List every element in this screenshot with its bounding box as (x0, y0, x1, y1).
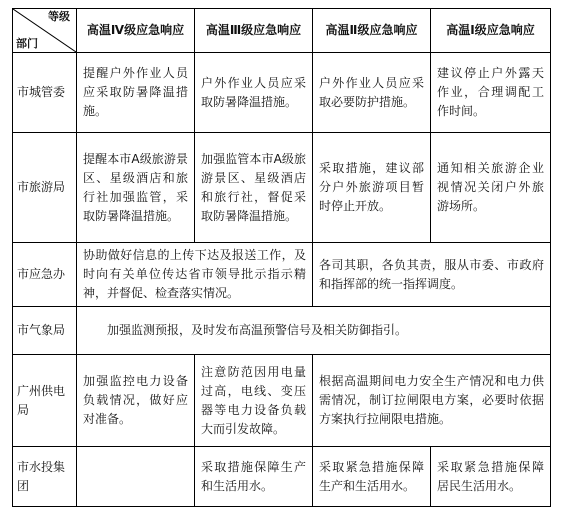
dept-cell: 市城管委 (13, 53, 77, 133)
response-cell: 提醒本市A级旅游景区、星级酒店和旅行社加强监管，采取防暑降温措施。 (77, 133, 195, 243)
response-cell (77, 447, 195, 507)
dept-cell: 市水投集团 (13, 447, 77, 507)
level-label: 等级 (48, 10, 70, 23)
response-cell-span-right: 各司其职，各负其责，服从市委、市政府和指挥部的统一指挥调度。 (313, 243, 551, 307)
response-cell-span-right: 根据高温期间电力安全生产情况和电力供需情况，制订拉闸限电方案，必要时依据方案执行拉闸限电措施。 (313, 355, 551, 447)
response-cell: 通知相关旅游企业视情况关闭户外旅游场所。 (431, 133, 551, 243)
table-row (13, 53, 551, 133)
response-cell: 加强监管本市A级旅游景区、星级酒店和旅行社，督促采取防暑降温措施。 (195, 133, 313, 243)
response-cell: 建议停止户外露天作业，合理调配工作时间。 (431, 53, 551, 133)
corner-header-cell (13, 9, 77, 53)
emergency-response-table (12, 8, 551, 507)
response-cell: 采取紧急措施保障居民生活用水。 (431, 447, 551, 507)
header-row (13, 9, 551, 53)
response-cell: 注意防范因用电量过高，电线、变压器等电力设备负载大而引发故障。 (195, 355, 313, 447)
header-level-1: 高温Ⅰ级应急响应 (431, 9, 551, 53)
header-level-2: 高温Ⅱ级应急响应 (313, 9, 431, 53)
table-row (13, 447, 551, 507)
response-cell-span-left: 协助做好信息的上传下达及报送工作，及时向有关单位传达省市领导批示指示精神，并督促、检查落实情况。 (77, 243, 313, 307)
header-level-3: 高温Ⅲ级应急响应 (195, 9, 313, 53)
table-row (13, 355, 551, 447)
response-cell: 户外作业人员应采取防暑降温措施。 (195, 53, 313, 133)
response-cell-span-all: 加强监测预报，及时发布高温预警信号及相关防御指引。 (77, 307, 551, 355)
dept-cell: 广州供电局 (13, 355, 77, 447)
dept-cell: 市应急办 (13, 243, 77, 307)
dept-cell: 市气象局 (13, 307, 77, 355)
response-cell: 加强监控电力设备负载情况，做好应对准备。 (77, 355, 195, 447)
header-level-4: 高温Ⅳ级应急响应 (77, 9, 195, 53)
response-cell: 采取措施，建议部分户外旅游项目暂时停止开放。 (313, 133, 431, 243)
dept-label: 部门 (16, 37, 38, 50)
response-cell: 提醒户外作业人员应采取防暑降温措施。 (77, 53, 195, 133)
dept-cell: 市旅游局 (13, 133, 77, 243)
table-row (13, 133, 551, 243)
table-row (13, 243, 551, 307)
response-cell: 户外作业人员应采取必要防护措施。 (313, 53, 431, 133)
table-row (13, 307, 551, 355)
response-cell: 采取措施保障生产和生活用水。 (195, 447, 313, 507)
response-cell: 采取紧急措施保障生产和生活用水。 (313, 447, 431, 507)
